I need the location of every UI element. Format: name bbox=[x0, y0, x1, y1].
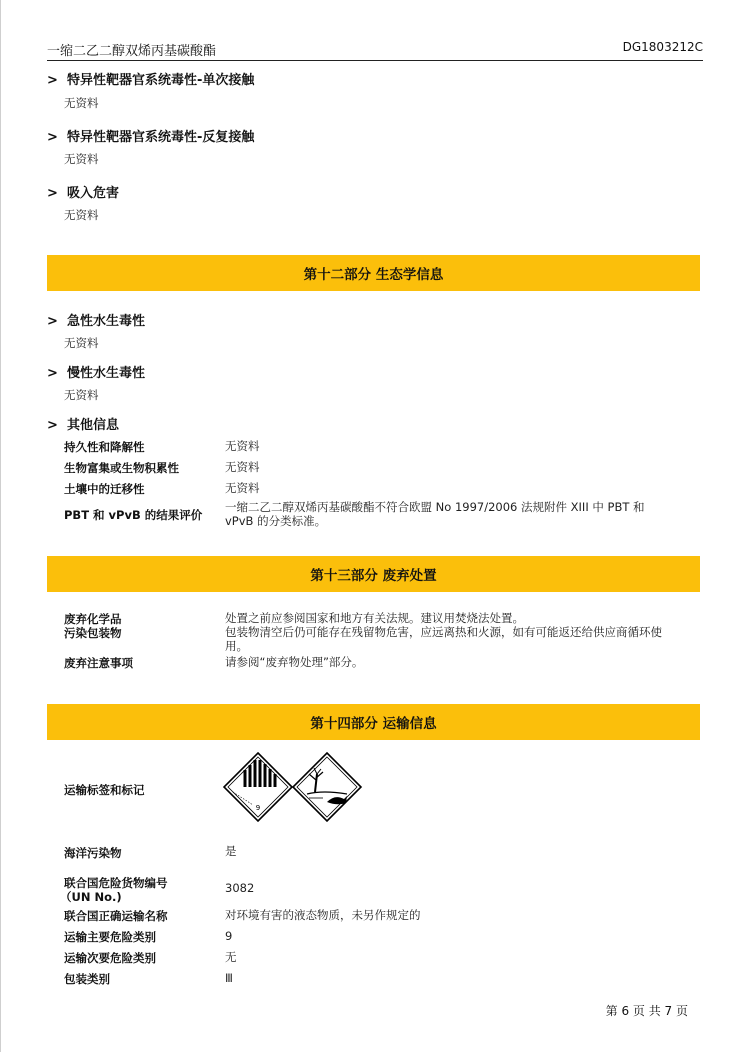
chevron-right-icon: > bbox=[47, 73, 58, 88]
shipping-name-label: 联合国正确运输名称 bbox=[64, 909, 168, 923]
bioaccumulation-label: 生物富集或生物积累性 bbox=[64, 461, 179, 475]
primary-class-label: 运输主要危险类别 bbox=[64, 930, 156, 944]
persistence-value: 无资料 bbox=[225, 439, 260, 453]
section-12-banner: 第十二部分 生态学信息 bbox=[47, 255, 700, 291]
chevron-right-icon: > bbox=[47, 130, 58, 145]
pbt-value-line2: vPvB 的分类标准。 bbox=[225, 514, 327, 528]
persistence-label: 持久性和降解性 bbox=[64, 440, 145, 454]
class-number: 9 bbox=[255, 804, 261, 812]
document-code: DG1803212C bbox=[622, 40, 703, 54]
secondary-class-value: 无 bbox=[225, 950, 237, 964]
acute-aquatic-value: 无资料 bbox=[64, 336, 99, 350]
document-title: 一缩二乙二醇双烯丙基碳酸酯 bbox=[47, 44, 217, 59]
chevron-right-icon: > bbox=[47, 314, 58, 329]
waste-chemical-value: 处置之前应参阅国家和地方有关法规。建议用焚烧法处置。 bbox=[225, 611, 524, 625]
hazard-pictograms bbox=[223, 752, 363, 822]
waste-chemical-label: 废弃化学品 bbox=[64, 612, 122, 626]
contaminated-packaging-value-line1: 包装物清空后仍可能存在残留物危害，应远离热和火源，如有可能返还给供应商循环使 bbox=[225, 625, 662, 639]
aspiration-value: 无资料 bbox=[64, 208, 99, 222]
disposal-notes-value: 请参阅“废弃物处理”部分。 bbox=[225, 655, 364, 669]
page-number: 第 6 页 共 7 页 bbox=[605, 1004, 688, 1018]
contaminated-packaging-value-line2: 用。 bbox=[225, 639, 248, 653]
marine-pollutant-value: 是 bbox=[225, 844, 237, 858]
shipping-name-value: 对环境有害的液态物质，未另作规定的 bbox=[225, 908, 421, 922]
stot-single-value: 无资料 bbox=[64, 96, 99, 110]
pbt-value-line1: 一缩二乙二醇双烯丙基碳酸酯不符合欧盟 No 1997/2006 法规附件 XIII 中 PBT 和 bbox=[225, 500, 645, 514]
acute-aquatic-heading: > 急性水生毒性 bbox=[47, 314, 146, 329]
chronic-aquatic-value: 无资料 bbox=[64, 388, 99, 402]
soil-mobility-value: 无资料 bbox=[225, 481, 260, 495]
disposal-notes-label: 废弃注意事项 bbox=[64, 656, 133, 670]
other-info-heading: > 其他信息 bbox=[47, 418, 120, 433]
stot-repeat-value: 无资料 bbox=[64, 152, 99, 166]
chevron-right-icon: > bbox=[47, 186, 58, 201]
secondary-class-label: 运输次要危险类别 bbox=[64, 951, 156, 965]
un-number-value: 3082 bbox=[225, 881, 255, 895]
chevron-right-icon: > bbox=[47, 418, 58, 433]
page-border bbox=[0, 0, 1, 1052]
page-header bbox=[47, 38, 703, 61]
class-9-hazard-icon bbox=[224, 753, 292, 821]
pbt-label: PBT 和 vPvB 的结果评价 bbox=[64, 508, 203, 522]
bioaccumulation-value: 无资料 bbox=[225, 460, 260, 474]
chevron-right-icon: > bbox=[47, 366, 58, 381]
soil-mobility-label: 土壤中的迁移性 bbox=[64, 482, 145, 496]
packing-group-value: Ⅲ bbox=[225, 971, 233, 985]
un-number-label-line2: （UN No.) bbox=[60, 890, 122, 904]
un-number-label-line1: 联合国危险货物编号 bbox=[64, 876, 168, 890]
stot-repeat-heading: > 特异性靶器官系统毒性-反复接触 bbox=[47, 130, 255, 145]
contaminated-packaging-label: 污染包装物 bbox=[64, 626, 122, 640]
aspiration-heading: > 吸入危害 bbox=[47, 186, 120, 201]
environmental-hazard-icon bbox=[293, 753, 361, 821]
primary-class-value: 9 bbox=[225, 929, 233, 943]
section-14-banner: 第十四部分 运输信息 bbox=[47, 704, 700, 740]
packing-group-label: 包装类别 bbox=[64, 972, 110, 986]
section-13-banner: 第十三部分 废弃处置 bbox=[47, 556, 700, 592]
marine-pollutant-label: 海洋污染物 bbox=[64, 846, 122, 860]
transport-label-heading: 运输标签和标记 bbox=[64, 783, 145, 797]
chronic-aquatic-heading: > 慢性水生毒性 bbox=[47, 366, 146, 381]
stot-single-heading: > 特异性靶器官系统毒性-单次接触 bbox=[47, 73, 255, 88]
